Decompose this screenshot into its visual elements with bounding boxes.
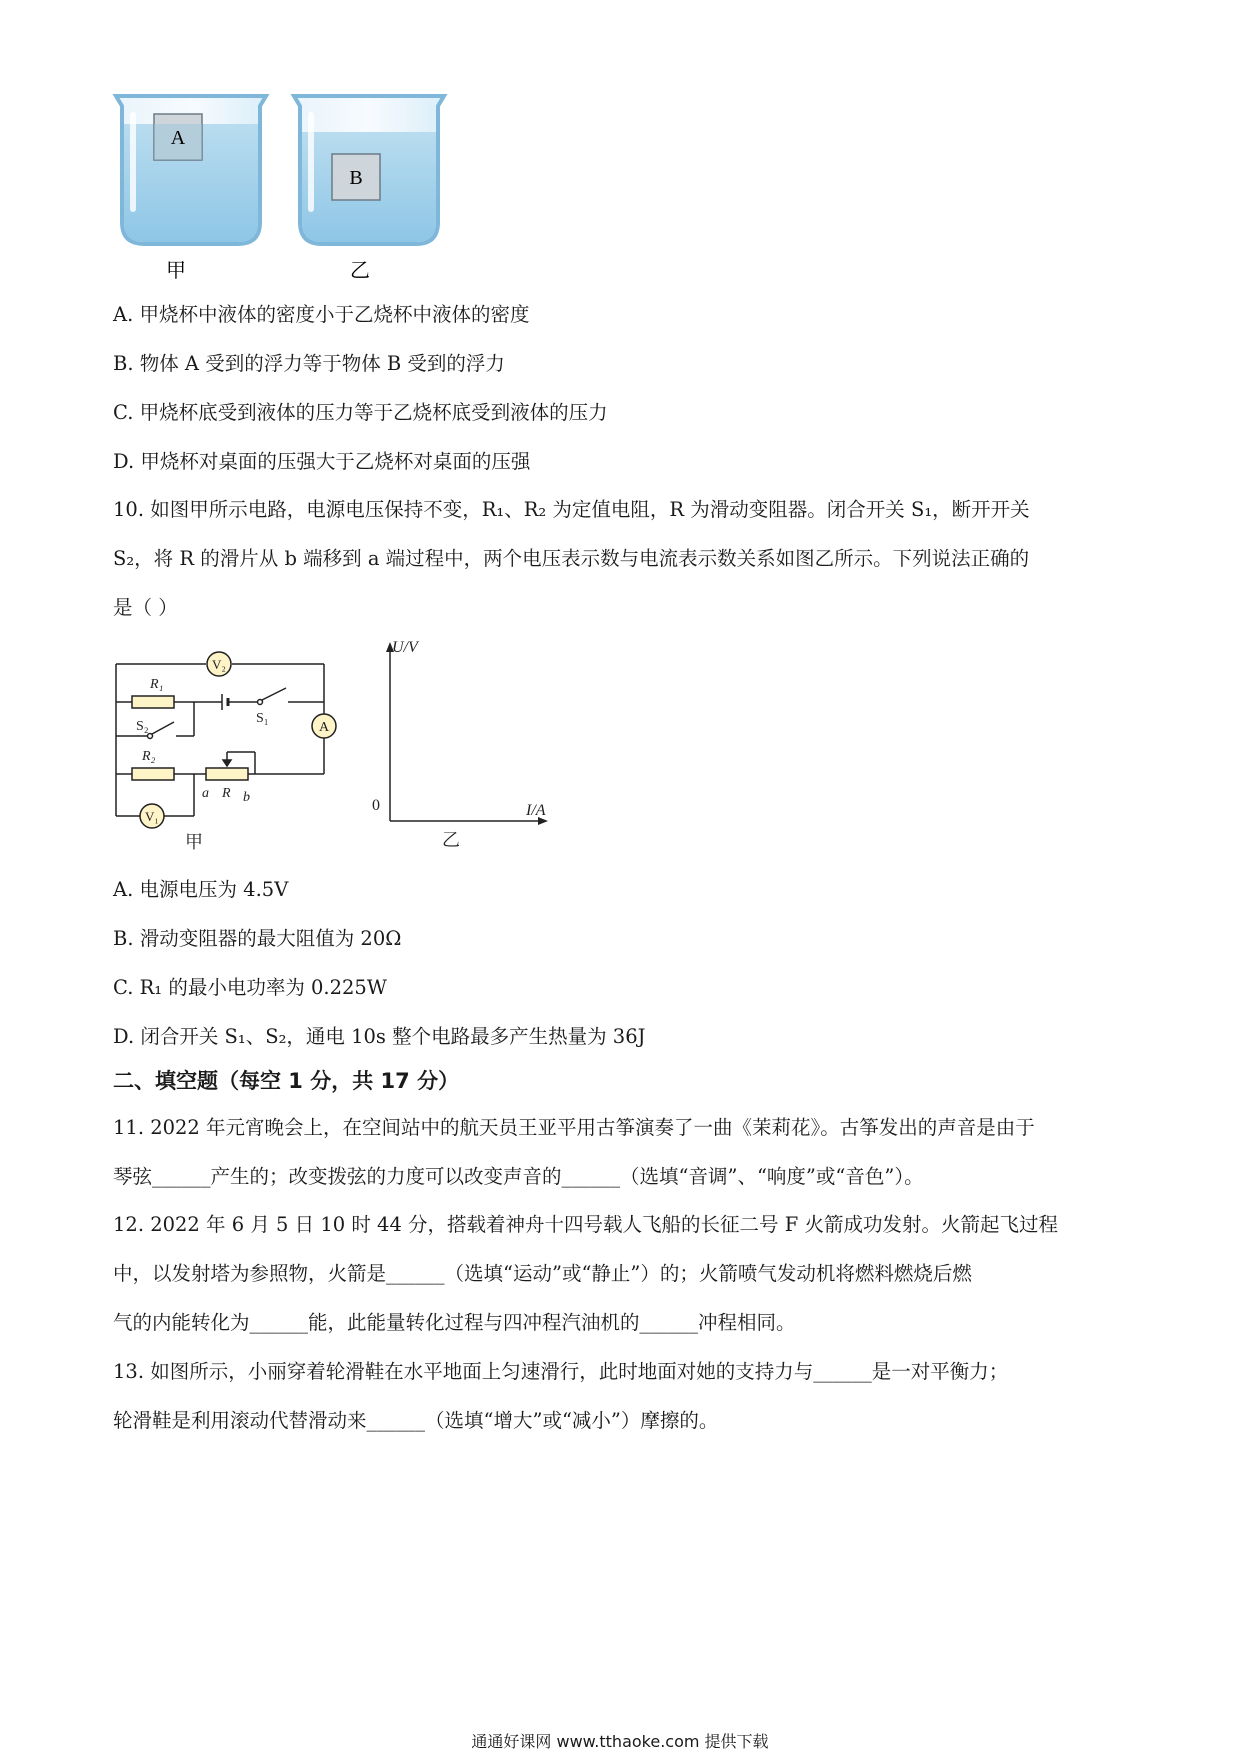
y-axis-label: U/V [392,639,418,656]
circuit-diagram [110,640,350,850]
origin-label: 0 [372,797,380,814]
q10-option-d: D. 闭合开关 S₁、S₂，通电 10s 整个电路最多产生热量为 36J [113,1025,646,1048]
ui-graph [350,638,560,850]
q9-option-b: B. 物体 A 受到的浮力等于物体 B 受到的浮力 [113,352,505,375]
x-axis-label: I/A [526,802,546,819]
q9-option-d: D. 甲烧杯对桌面的压强大于乙烧杯对桌面的压强 [113,450,531,473]
q12-line3: 气的内能转化为______能，此能量转化过程与四冲程汽油机的______冲程相同。 [113,1311,796,1334]
q13-line1: 13. 如图所示，小丽穿着轮滑鞋在水平地面上匀速滑行，此时地面对她的支持力与______是一对平衡力； [113,1360,1009,1383]
a-label: a [202,786,209,801]
block-a-label: A [170,127,186,149]
q10-option-c: C. R₁ 的最小电功率为 0.225W [113,976,387,999]
block-b-label: B [349,167,363,189]
s1-label: S₁ [256,711,269,726]
q13-line2: 轮滑鞋是利用滚动代替滑动来______（选填“增大”或“减小”）摩擦的。 [113,1409,719,1432]
r1-label: R₁ [150,677,164,692]
section2-heading: 二、填空题（每空 1 分，共 17 分） [113,1069,460,1093]
q9-option-c: C. 甲烧杯底受到液体的压力等于乙烧杯底受到液体的压力 [113,401,608,424]
b-label: b [243,790,250,805]
circuit-caption: 甲 [185,832,203,850]
q10-option-b: B. 滑动变阻器的最大阻值为 20Ω [113,927,402,950]
beaker-left [116,96,266,244]
q9-option-a: A. 甲烧杯中液体的密度小于乙烧杯中液体的密度 [113,303,530,326]
r2-label: R₂ [142,749,156,764]
beaker-left-label: 甲 [166,260,186,282]
beakers-figure [110,92,450,292]
q10-stem-line1: 10. 如图甲所示电路，电源电压保持不变，R₁、R₂ 为定值电阻，R 为滑动变阻器。闭合开关 S₁，断开开关 [113,498,1030,521]
q10-stem-line3: 是（ ） [113,596,178,619]
q10-option-a: A. 电源电压为 4.5V [113,878,289,901]
q11-line2: 琴弦______产生的；改变拨弦的力度可以改变声音的______（选填“音调”、“响度”或“音色”）。 [113,1165,924,1188]
chart-caption: 乙 [442,830,460,850]
q10-stem-line2: S₂，将 R 的滑片从 b 端移到 a 端过程中，两个电压表示数与电流表示数关系如图乙所示。下列说法正确的 [113,547,1030,570]
page-footer: 通通好课网 www.tthaoke.com 提供下载 [471,1732,769,1751]
r-label: R [222,786,231,801]
beaker-right [294,96,444,244]
s2-label: S₂ [136,719,149,734]
q11-line1: 11. 2022 年元宵晚会上，在空间站中的航天员王亚平用古筝演奏了一曲《茉莉花》。古筝发出的声音是由于 [113,1116,1035,1139]
v1-label: V₁ [145,809,159,824]
q12-line2: 中，以发射塔为参照物，火箭是______（选填“运动”或“静止”）的；火箭喷气发动机将燃料燃烧后燃 [113,1262,972,1285]
v2-label: V₂ [212,657,226,672]
ammeter-label: A [318,720,330,735]
beaker-right-label: 乙 [350,260,370,282]
q12-line1: 12. 2022 年 6 月 5 日 10 时 44 分，搭载着神舟十四号载人飞船的长征二号 F 火箭成功发射。火箭起飞过程 [113,1213,1058,1236]
